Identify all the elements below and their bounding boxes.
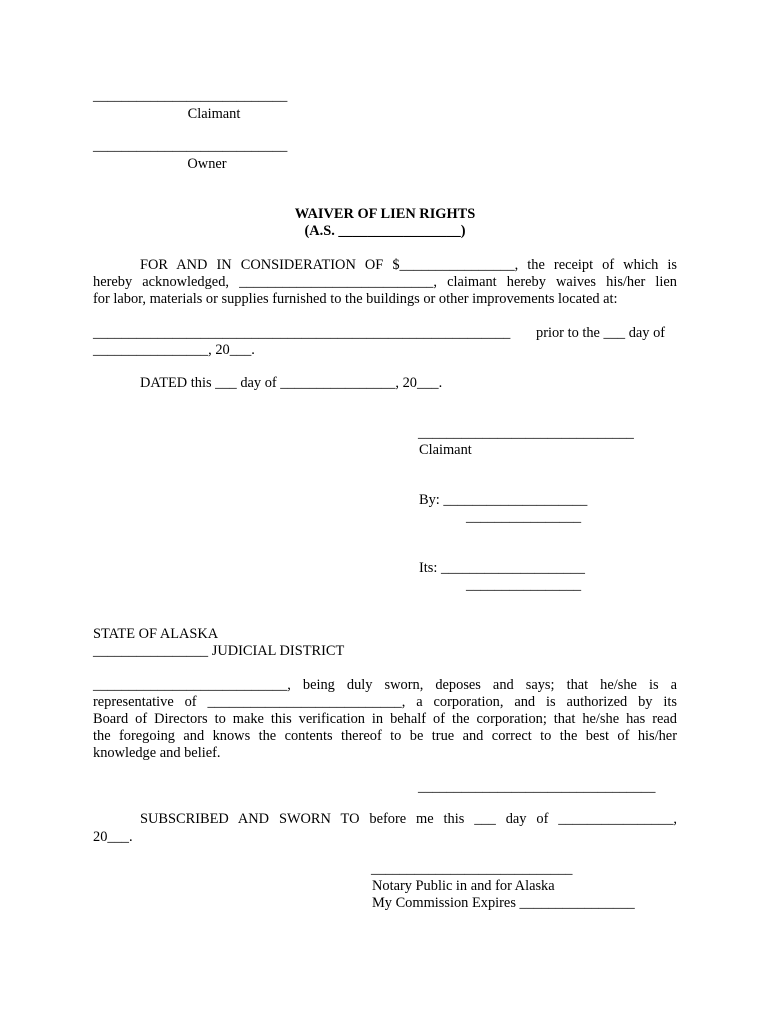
document-title: WAIVER OF LIEN RIGHTS <box>294 206 476 222</box>
jurat-line-2: 20___. <box>93 829 133 845</box>
owner-label: Owner <box>187 156 227 172</box>
its-title-line: ________________ <box>466 577 582 593</box>
dated-line: DATED this ___ day of ________________, 20___. <box>140 375 443 391</box>
location-date-line: ________________, 20___. <box>93 342 255 358</box>
claimant-signature-line: ___________________________ <box>93 88 288 104</box>
affidavit-line-3: Board of Directors to make this verification in behalf of the corporation; that he/she has read <box>93 711 677 727</box>
location-date-prefix: prior to the ___ day of <box>536 325 666 341</box>
commission-expires: My Commission Expires ________________ <box>372 895 635 911</box>
by-line: By: ____________________ <box>419 492 588 508</box>
affiant-signature-line: _________________________________ <box>418 779 656 795</box>
location-blank: __________________________________________________________ <box>93 325 511 341</box>
notary-signature-line: ____________________________ <box>371 861 573 877</box>
consideration-line-1: FOR AND IN CONSIDERATION OF $________________, the receipt of which is <box>140 257 677 273</box>
by-title-line: ________________ <box>466 509 582 525</box>
consideration-line-2: hereby acknowledged, ___________________________, claimant hereby waives his/her lien <box>93 274 677 290</box>
affidavit-line-4: the foregoing and knows the contents thereof to be true and correct to the best of his/her <box>93 728 677 744</box>
notary-label: Notary Public in and for Alaska <box>372 878 555 894</box>
claimant-signature-block-line: ______________________________ <box>418 425 634 441</box>
affidavit-line-2: representative of ___________________________, a corporation, and is authorized by its <box>93 694 677 710</box>
venue-state: STATE OF ALASKA <box>93 626 219 642</box>
statute-reference: (A.S. _________________) <box>304 223 466 239</box>
its-line: Its: ____________________ <box>419 560 585 576</box>
consideration-line-3: for labor, materials or supplies furnished to the buildings or other improvements located at: <box>93 291 618 307</box>
venue-district: ________________ JUDICIAL DISTRICT <box>93 643 345 659</box>
affidavit-line-5: knowledge and belief. <box>93 745 221 761</box>
claimant-label: Claimant <box>187 106 241 122</box>
affidavit-line-1: ___________________________, being duly sworn, deposes and says; that he/she is a <box>93 677 677 693</box>
jurat-line-1: SUBSCRIBED AND SWORN TO before me this ___ day of ________________, <box>140 811 677 827</box>
claimant-signature-block-label: Claimant <box>419 442 472 458</box>
owner-signature-line: ___________________________ <box>93 138 288 154</box>
